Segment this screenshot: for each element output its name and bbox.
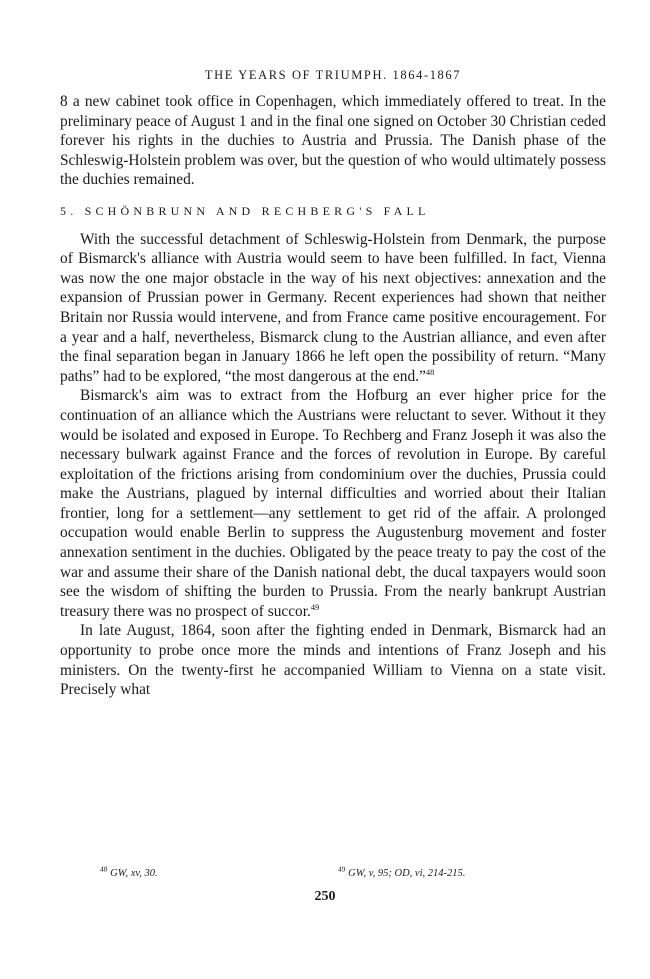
section-heading: 5. SCHÖNBRUNN AND RECHBERG'S FALL [60,203,430,218]
footnote-text: GW, v, 95; OD, vi, 214-215. [345,868,466,879]
footnote-48 [100,864,158,879]
paragraph-text: 8 a new cabinet took office in Copenhagen, which immediately offered to treat. In the preliminary peace of August 1 and in the final one signed on October 30 Christian ceded forever his rights in the duchies to Austria and Prussia. The Danish phase of the Schleswig-Holstein problem was over, but the question of who would ultimately possess the duchies remained. [60,93,606,189]
footnote-number: 48 [100,864,108,874]
page-number: 250 [314,889,336,904]
footnote-number: 49 [338,864,346,874]
body-text [60,92,606,700]
running-head: THE YEARS OF TRIUMPH. 1864-1867 [204,68,462,82]
paragraph [60,386,606,621]
footnote-marker: 48 [425,366,435,377]
paragraph-text: In late August, 1864, soon after the fighting ended in Denmark, Bismarck had an opportunity to probe once more the minds and intentions of Franz Joseph and his ministers. On the twenty-first he accompanied William to Vienna on a state visit. Precisely what [60,622,606,699]
paragraph-text: Bismarck's aim was to extract from the Hofburg an ever higher price for the continuation of an alliance which the Austrians were reluctant to sever. Without it they would be isolated and exposed in Europe. To Rechberg and Franz Joseph it was also the necessary bulwark against France and the forces of revolution in Europe. By careful exploitation of the frictions arising from condominium over the duchies, Prussia could make the Austrians, plagued by internal difficulties and worried about their Italian frontier, long for a settlement—any settlement to get rid of the affair. A prolonged occupation would enable Berlin to suppress the Augustenburg movement and foster annexation sentiment in the duchies. Obligated by the peace treaty to pay the cost of the war and assume their share of the Danish national debt, the ducal taxpayers would soon see the wisdom of shifting the burden to Prussia. From the nearly bankrupt Austrian treasury there was no prospect of succor. [60,387,606,620]
paragraph-text: With the successful detachment of Schleswig-Holstein from Denmark, the purpose of Bismarck's alliance with Austria would seem to have been fulfilled. In fact, Vienna was now the one major obstacle in the way of his next objectives: annexation and the expansion of Prussian power in Germany. Recent experiences had shown that neither Britain nor Russia would intervene, and from France came positive encouragement. For a year and a half, nevertheless, Bismarck clung to the Austrian alliance, and even after the final separation began in January 1866 he left open the possibility of return. “Many paths” had to be explored, “the most dangerous at the end.” [60,230,606,385]
paragraph [60,621,606,699]
footnote-marker: 49 [310,601,320,612]
footnote-text: GW, xv, 30. [107,868,158,879]
paragraph [60,230,606,387]
paragraph-continuation [60,92,606,190]
footnote-49 [338,864,466,879]
